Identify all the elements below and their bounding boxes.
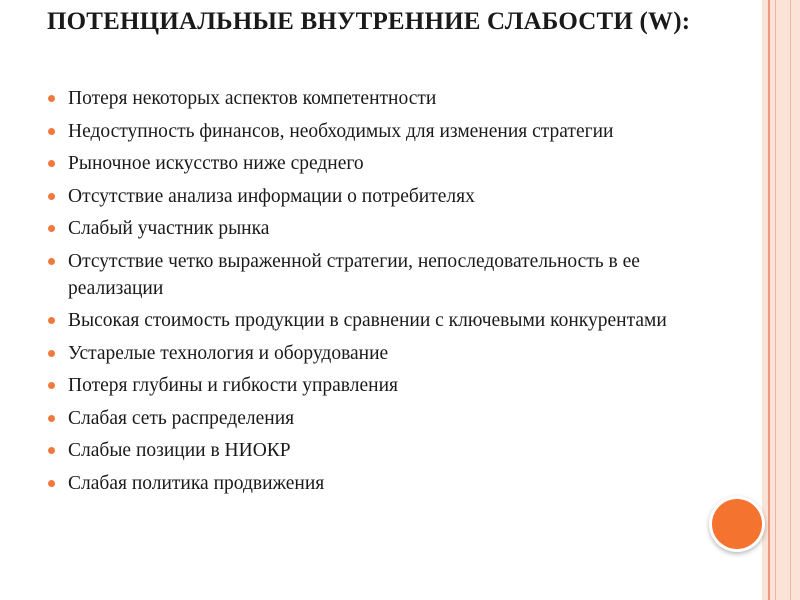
bullet-dot-icon (48, 447, 55, 454)
bullet-text: Недоступность финансов, необходимых для изменения стратегии (68, 120, 614, 142)
bullet-dot-icon (48, 258, 55, 265)
bullet-text: Высокая стоимость продукции в сравнении с ключевыми конкурентами (68, 310, 667, 331)
bullet-item (47, 248, 707, 302)
bullet-item (47, 405, 707, 432)
bullet-item (47, 215, 707, 242)
bullet-item (47, 372, 707, 399)
bullet-dot-icon (48, 350, 55, 357)
bullet-item (47, 118, 707, 145)
bullet-dot-icon (48, 382, 55, 389)
bullet-item (47, 307, 707, 334)
bullet-text: Рыночное искусство ниже среднего (68, 153, 364, 174)
bullet-item (47, 470, 707, 497)
bullet-dot-icon (48, 225, 55, 232)
stripe-line (775, 0, 776, 600)
bullet-text: Слабая сеть распределения (68, 407, 295, 429)
bullet-item (47, 437, 707, 464)
bullet-text: Потеря глубины и гибкости управления (68, 375, 398, 396)
bullet-text: Слабая политика продвижения (68, 472, 325, 494)
bullet-item (47, 150, 707, 177)
bullet-text: Потеря некоторых аспектов компетентности (68, 88, 437, 109)
bullet-dot-icon (48, 128, 55, 135)
orange-circle-icon (712, 499, 762, 549)
bullet-text: Отсутствие анализа информации о потребителях (68, 185, 475, 207)
stripe-line (790, 0, 791, 600)
bullet-text: Отсутствие четко выраженной стратегии, непоследовательность в ее реализации (68, 250, 640, 299)
bullet-dot-icon (48, 160, 55, 167)
bullet-dot-icon (48, 95, 55, 102)
bullet-item (47, 183, 707, 210)
bullet-text: Устарелые технология и оборудование (68, 342, 389, 364)
bullet-item (47, 85, 707, 112)
bullet-list (47, 85, 707, 502)
bullet-dot-icon (48, 415, 55, 422)
bullet-item (47, 340, 707, 367)
bullet-dot-icon (48, 317, 55, 324)
stripe-line (768, 0, 770, 600)
bullet-dot-icon (48, 480, 55, 487)
bullet-text: Слабые позиции в НИОКР (68, 440, 291, 461)
bullet-dot-icon (48, 193, 55, 200)
bullet-text: Слабый участник рынка (68, 218, 270, 239)
slide-title: ПОТЕНЦИАЛЬНЫЕ ВНУТРЕННИЕ СЛАБОСТИ (W): (47, 8, 691, 35)
